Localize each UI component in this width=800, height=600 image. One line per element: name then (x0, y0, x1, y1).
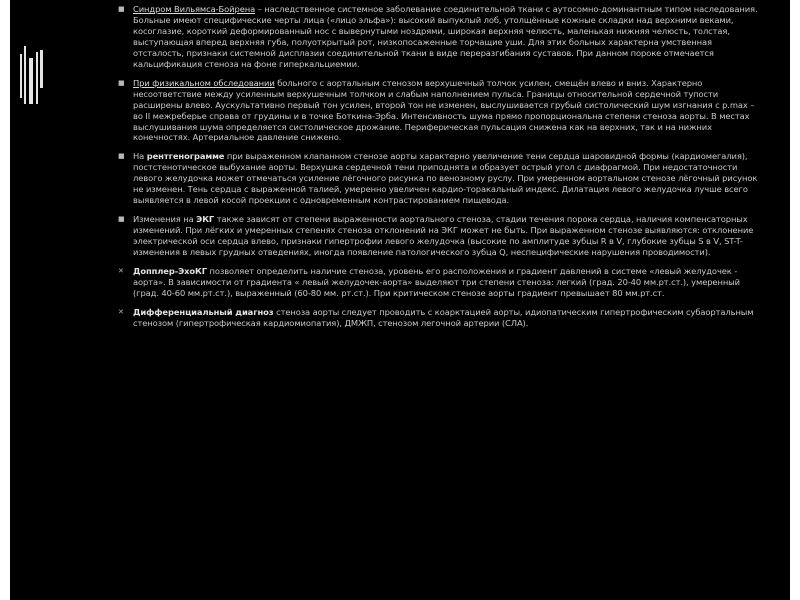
square-bullet-icon: ■ (118, 152, 125, 161)
slide (10, 0, 790, 600)
decorative-bar (20, 54, 22, 98)
decorative-bar (29, 58, 33, 104)
paragraph-text: Изменения на (133, 214, 197, 225)
decorative-bar (24, 46, 26, 104)
paragraph (118, 78, 758, 144)
x-bullet-icon: ✕ (118, 267, 124, 276)
paragraph (118, 151, 758, 206)
paragraph (118, 266, 758, 299)
paragraph (118, 4, 758, 70)
bold-term: рентгенограмме (146, 151, 225, 162)
underlined-term: При физикальном обследовании (133, 77, 275, 88)
square-bullet-icon: ■ (118, 78, 125, 87)
paragraph (118, 307, 758, 329)
slide-content (118, 4, 758, 337)
decorative-bar (36, 52, 38, 104)
paragraph (118, 214, 758, 258)
x-bullet-icon: ✕ (118, 307, 124, 316)
paragraph-text: На (133, 151, 147, 162)
decorative-bar (40, 50, 43, 88)
paragraph-text: позволяет определить наличие стеноза, уровень его расположения и градиент давлений в системе «левый желудочек - аорта». В зависимости от градиента « левый желудочек-аорта» выделяют три степени стеноза: легкий (град. 20-40 мм.рт.ст.), умеренный (град. 40-60 мм.рт.ст.), выраженный (60-80 мм. рт.ст.). При критическом стенозе аорты градиент превышает 80 мм.рт.ст. (133, 266, 740, 298)
paragraph-text: , ST-T-изменения в левых грудных отведениях, иногда появление патологического зубца Q, неспецифические нарушения проводимости). (133, 236, 743, 258)
bold-term: Дифференциальный диагноз (133, 306, 274, 317)
paragraph-text: больного с аортальным стенозом верхушечный толчок усилен, смещён влево и вниз. Характерно несоответствие между усиленным верхушечным толчком и слабым наполнением пульса. Границы относительной сердечной тупости расширены влево. Аускультативно первый тон усилен, второй тон не изменен, выслушивается грубый систолический шум изгнания с p.max – во II межреберье справа от грудины и в точке Боткина-Эрба. Интенсивность шума прямо пропорциональна степени стеноза аорты. В местах выслушивания шума определяется систолическое дрожание. Периферическая пульсация снижена как на верхних, так и на нижних конечностях. Артериальное давление снижено. (133, 77, 755, 143)
square-bullet-icon: ■ (118, 5, 125, 13)
paragraph-text: , глубокие зубцы S в V (622, 236, 719, 247)
decorative-bars (10, 0, 50, 600)
bold-term: ЭКГ (196, 214, 215, 225)
square-bullet-icon: ■ (118, 215, 125, 224)
bold-term: Допплер-ЭхоКГ (133, 266, 207, 277)
paragraph-text: – наследственное системное заболевание соединительной ткани с аутосомно-доминантным типом наследования. Больные имеют специфические черты лица («лицо эльфа»): высокий выпуклый лоб, утолщённые кожные складки над верхними веками, косоглазие, короткий деформированный нос с вывернутыми ноздрями, широкая верхняя челюсть, маленькая нижняя челюсть, толстая, выступающая вперед верхняя губа, полуоткрытый рот, низкопосаженные торчащие уши. Для этих больных характерна умственная отсталость, признаки системной дисплазии соединительной ткани в виде переразгибания суставов. При данном пороке отмечается кальцификация стеноза на фоне гиперкальциемии. (133, 4, 758, 69)
paragraph-text: стеноза аорты следует проводить с коарктацией аорты, идиопатическим гипертрофическим субаортальным стенозом (гипертрофическая кардиомиопатия), ДМЖП, стенозом легочной артерии (СЛА). (133, 306, 754, 328)
paragraph-text: также зависят от степени выраженности аортального стеноза, стадии течения порока сердца, наличия компенсаторных изменений. При лёгких и умеренных степенях стеноза отклонений на ЭКГ может не быть. При выраженном стенозе выявляются: отклонение электрической оси сердца влево, признаки гипертрофии левого желудочка (высокие по амплитуде зубцы R в V (133, 214, 754, 247)
paragraph-text: при выраженном клапанном стенозе аорты характерно увеличение тени сердца шаровидной формы (кардиомегалия), постстенотическое выбухание аорты. Верхушка сердечной тени приподнята и образует острый угол с диафрагмой. При недостаточности левого желудочка может отмечаться усиление лёгочного рисунка по венозному руслу. При умеренном аортальном стенозе лёгочный рисунок не изменен. Тень сердца с выраженной талией, умеренно увеличен кардио-торакальный индекс. Дилатация левого желудочка лучше всего выявляется в левой косой проекции с одновременным контрастированием пищевода. (133, 151, 758, 206)
underlined-term: Синдром Вильямса-Бойрена (133, 4, 256, 14)
